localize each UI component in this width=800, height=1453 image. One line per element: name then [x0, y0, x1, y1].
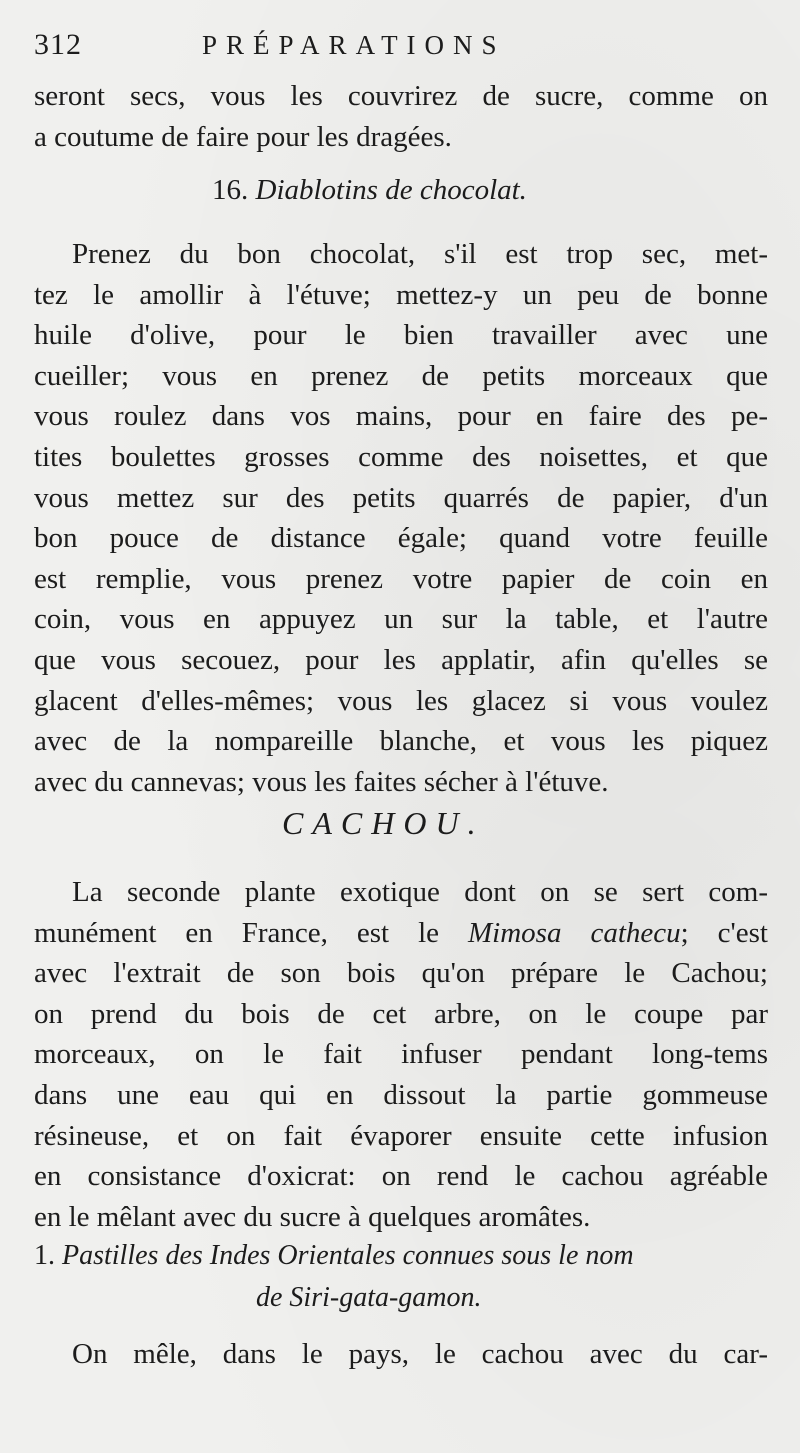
- text-line: vous mettez sur des petits quarrés de papier, d'un: [34, 481, 768, 514]
- text-line: tites boulettes grosses comme des noisettes, et que: [34, 440, 768, 473]
- text-line: on prend du bois de cet arbre, on le coupe par: [34, 997, 768, 1030]
- text-line: avec l'extrait de son bois qu'on prépare le Cachou;: [34, 957, 768, 990]
- text-line: cueiller; vous en prenez de petits morceaux que: [34, 359, 768, 392]
- recipe-number: 1.: [34, 1240, 55, 1271]
- text-line: La seconde plante exotique dont on se sert com-: [72, 876, 768, 908]
- running-head: PRÉPARATIONS: [202, 30, 506, 60]
- text-line: avec du cannevas; vous les faites sécher à l'étuve.: [34, 765, 609, 798]
- text-line: huile d'olive, pour le bien travailler avec une: [34, 319, 768, 352]
- recipe-16-heading: [212, 174, 527, 207]
- recipe-1-heading-line-2: de Siri-gata-gamon.: [256, 1282, 482, 1313]
- text-line: est remplie, vous prenez votre papier de coin en: [34, 562, 768, 595]
- text-line: tez le amollir à l'étuve; mettez-y un peu de bonne: [34, 278, 768, 311]
- text-line: a coutume de faire pour les dragées.: [34, 120, 452, 153]
- recipe-number: 16.: [212, 174, 249, 206]
- text-line: que vous secouez, pour les applatir, afin qu'elles se: [34, 643, 768, 676]
- species-name: Mimosa cathecu: [468, 916, 681, 949]
- intro-paragraph: [34, 76, 768, 157]
- recipe-1-paragraph: [34, 1334, 768, 1375]
- recipe-16-paragraph: [34, 234, 768, 802]
- page-number: 312: [34, 28, 82, 61]
- text-line: en consistance d'oxicrat: on rend le cachou agréable: [34, 1160, 768, 1193]
- text-line: seront secs, vous les couvrirez de sucre, comme on: [34, 80, 768, 112]
- text-line: morceaux, on le fait infuser pendant long-tems: [34, 1038, 768, 1071]
- section-heading-cachou: CACHOU.: [282, 805, 485, 841]
- text-line-with-species: [34, 913, 768, 954]
- text-line: résineuse, et on fait évaporer ensuite cette infusion: [34, 1119, 768, 1152]
- text-line: bon pouce de distance égale; quand votre feuille: [34, 522, 768, 555]
- text-line: dans une eau qui en dissout la partie gommeuse: [34, 1078, 768, 1111]
- text-line: On mêle, dans le pays, le cachou avec du car-: [72, 1338, 768, 1370]
- text-line: coin, vous en appuyez un sur la table, et l'autre: [34, 603, 768, 636]
- recipe-title-line: Pastilles des Indes Orientales connues sous le nom: [62, 1240, 634, 1271]
- text-fragment: munément en France, est le: [34, 916, 469, 949]
- text-line: avec de la nompareille blanche, et vous les piquez: [34, 725, 768, 758]
- text-line: vous roulez dans vos mains, pour en faire des pe-: [34, 400, 768, 433]
- recipe-1-heading-line-1: [34, 1240, 634, 1272]
- text-fragment: ; c'est: [680, 916, 768, 949]
- text-line: en le mêlant avec du sucre à quelques aromâtes.: [34, 1200, 591, 1233]
- recipe-title: Diablotins de chocolat.: [255, 174, 527, 206]
- cachou-paragraph: [34, 872, 768, 1237]
- page-header: [34, 28, 770, 68]
- text-line: glacent d'elles-mêmes; vous les glacez si vous voulez: [34, 684, 768, 717]
- text-line: Prenez du bon chocolat, s'il est trop sec, met-: [72, 238, 768, 270]
